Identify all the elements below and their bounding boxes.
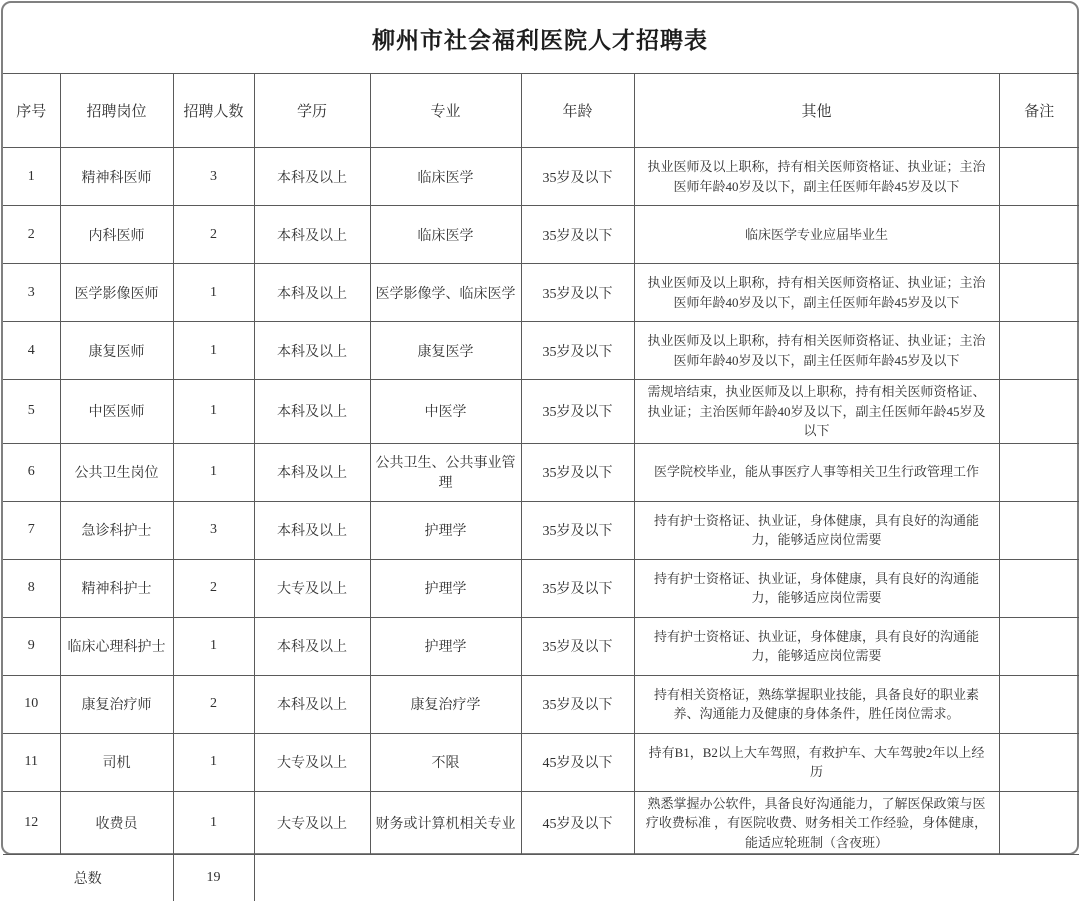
cell-education: 大专及以上: [254, 791, 370, 855]
cell-remark: [999, 617, 1079, 675]
table-row: [3, 675, 1079, 733]
table-header-row: [3, 74, 1079, 148]
cell-position: 收费员: [60, 791, 173, 855]
total-count: 19: [173, 855, 254, 901]
table-row: [3, 733, 1079, 791]
table-row: [3, 380, 1079, 444]
cell-age: 35岁及以下: [521, 148, 634, 206]
cell-remark: [999, 559, 1079, 617]
column-header-no: 序号: [3, 74, 60, 148]
cell-position: 急诊科护士: [60, 501, 173, 559]
cell-major: 护理学: [370, 617, 521, 675]
cell-age: 35岁及以下: [521, 322, 634, 380]
table-row: [3, 559, 1079, 617]
column-header-other: 其他: [634, 74, 999, 148]
cell-education: 大专及以上: [254, 559, 370, 617]
table-row: [3, 148, 1079, 206]
cell-count: 1: [173, 264, 254, 322]
cell-major: 护理学: [370, 559, 521, 617]
cell-education: 大专及以上: [254, 733, 370, 791]
cell-age: 35岁及以下: [521, 617, 634, 675]
cell-position: 公共卫生岗位: [60, 443, 173, 501]
cell-age: 35岁及以下: [521, 559, 634, 617]
cell-no: 5: [3, 380, 60, 444]
cell-count: 1: [173, 443, 254, 501]
column-header-count: 招聘人数: [173, 74, 254, 148]
column-header-major: 专业: [370, 74, 521, 148]
cell-count: 3: [173, 148, 254, 206]
cell-position: 精神科医师: [60, 148, 173, 206]
page-title: 柳州市社会福利医院人才招聘表: [372, 22, 708, 55]
cell-education: 本科及以上: [254, 443, 370, 501]
document-frame: [1, 1, 1079, 855]
cell-other: 持有B1，B2以上大车驾照，有救护车、大车驾驶2年以上经历: [634, 733, 999, 791]
table-row: [3, 443, 1079, 501]
cell-count: 2: [173, 675, 254, 733]
cell-other: 临床医学专业应届毕业生: [634, 206, 999, 264]
title-bar: [3, 3, 1077, 73]
cell-other: 持有护士资格证、执业证，身体健康，具有良好的沟通能力，能够适应岗位需要: [634, 617, 999, 675]
cell-no: 1: [3, 148, 60, 206]
cell-count: 1: [173, 380, 254, 444]
table-body: [3, 148, 1079, 855]
cell-other: 医学院校毕业，能从事医疗人事等相关卫生行政管理工作: [634, 443, 999, 501]
table-row: [3, 206, 1079, 264]
cell-major: 临床医学: [370, 148, 521, 206]
cell-position: 临床心理科护士: [60, 617, 173, 675]
cell-no: 10: [3, 675, 60, 733]
cell-remark: [999, 380, 1079, 444]
table-row: [3, 617, 1079, 675]
cell-education: 本科及以上: [254, 148, 370, 206]
cell-position: 内科医师: [60, 206, 173, 264]
total-empty-cell: [254, 855, 1079, 901]
cell-count: 1: [173, 733, 254, 791]
cell-major: 公共卫生、公共事业管理: [370, 443, 521, 501]
column-header-education: 学历: [254, 74, 370, 148]
cell-count: 3: [173, 501, 254, 559]
cell-major: 护理学: [370, 501, 521, 559]
cell-major: 医学影像学、临床医学: [370, 264, 521, 322]
cell-no: 2: [3, 206, 60, 264]
cell-education: 本科及以上: [254, 380, 370, 444]
cell-age: 35岁及以下: [521, 206, 634, 264]
cell-other: 持有相关资格证，熟练掌握职业技能，具备良好的职业素养、沟通能力及健康的身体条件，胜任岗位需求。: [634, 675, 999, 733]
cell-position: 康复治疗师: [60, 675, 173, 733]
column-header-age: 年龄: [521, 74, 634, 148]
recruitment-table: [3, 73, 1079, 901]
cell-other: 持有护士资格证、执业证，身体健康，具有良好的沟通能力，能够适应岗位需要: [634, 501, 999, 559]
cell-no: 9: [3, 617, 60, 675]
cell-position: 精神科护士: [60, 559, 173, 617]
cell-age: 35岁及以下: [521, 443, 634, 501]
cell-count: 2: [173, 559, 254, 617]
cell-remark: [999, 148, 1079, 206]
cell-age: 35岁及以下: [521, 380, 634, 444]
cell-no: 8: [3, 559, 60, 617]
cell-position: 中医医师: [60, 380, 173, 444]
total-label: 总数: [3, 855, 173, 901]
cell-age: 35岁及以下: [521, 264, 634, 322]
cell-count: 1: [173, 791, 254, 855]
cell-education: 本科及以上: [254, 322, 370, 380]
cell-other: 执业医师及以上职称，持有相关医师资格证、执业证；主治医师年龄40岁及以下，副主任医师年龄45岁及以下: [634, 264, 999, 322]
cell-age: 35岁及以下: [521, 501, 634, 559]
cell-other: 执业医师及以上职称，持有相关医师资格证、执业证；主治医师年龄40岁及以下，副主任医师年龄45岁及以下: [634, 148, 999, 206]
cell-no: 7: [3, 501, 60, 559]
cell-other: 需规培结束，执业医师及以上职称，持有相关医师资格证、执业证；主治医师年龄40岁及以下，副主任医师年龄45岁及以下: [634, 380, 999, 444]
cell-no: 6: [3, 443, 60, 501]
cell-other: 持有护士资格证、执业证，身体健康，具有良好的沟通能力，能够适应岗位需要: [634, 559, 999, 617]
cell-no: 11: [3, 733, 60, 791]
cell-remark: [999, 443, 1079, 501]
cell-remark: [999, 206, 1079, 264]
cell-education: 本科及以上: [254, 617, 370, 675]
column-header-remark: 备注: [999, 74, 1079, 148]
cell-remark: [999, 501, 1079, 559]
table-row: [3, 501, 1079, 559]
cell-no: 3: [3, 264, 60, 322]
cell-major: 临床医学: [370, 206, 521, 264]
cell-age: 35岁及以下: [521, 675, 634, 733]
cell-other: 熟悉掌握办公软件，具备良好沟通能力，了解医保政策与医疗收费标准 ，有医院收费、财务相关工作经验，身体健康，能适应轮班制（含夜班）: [634, 791, 999, 855]
cell-no: 4: [3, 322, 60, 380]
cell-major: 财务或计算机相关专业: [370, 791, 521, 855]
cell-age: 45岁及以下: [521, 791, 634, 855]
cell-education: 本科及以上: [254, 501, 370, 559]
cell-education: 本科及以上: [254, 264, 370, 322]
cell-remark: [999, 264, 1079, 322]
table-row: [3, 791, 1079, 855]
cell-age: 45岁及以下: [521, 733, 634, 791]
cell-other: 执业医师及以上职称，持有相关医师资格证、执业证；主治医师年龄40岁及以下，副主任医师年龄45岁及以下: [634, 322, 999, 380]
cell-no: 12: [3, 791, 60, 855]
cell-position: 康复医师: [60, 322, 173, 380]
cell-position: 司机: [60, 733, 173, 791]
cell-count: 2: [173, 206, 254, 264]
cell-major: 不限: [370, 733, 521, 791]
column-header-position: 招聘岗位: [60, 74, 173, 148]
cell-position: 医学影像医师: [60, 264, 173, 322]
cell-count: 1: [173, 617, 254, 675]
cell-major: 康复医学: [370, 322, 521, 380]
cell-remark: [999, 675, 1079, 733]
cell-education: 本科及以上: [254, 675, 370, 733]
total-row: [3, 855, 1079, 901]
table-row: [3, 322, 1079, 380]
cell-education: 本科及以上: [254, 206, 370, 264]
cell-remark: [999, 733, 1079, 791]
cell-major: 中医学: [370, 380, 521, 444]
cell-major: 康复治疗学: [370, 675, 521, 733]
table-row: [3, 264, 1079, 322]
cell-count: 1: [173, 322, 254, 380]
cell-remark: [999, 322, 1079, 380]
cell-remark: [999, 791, 1079, 855]
